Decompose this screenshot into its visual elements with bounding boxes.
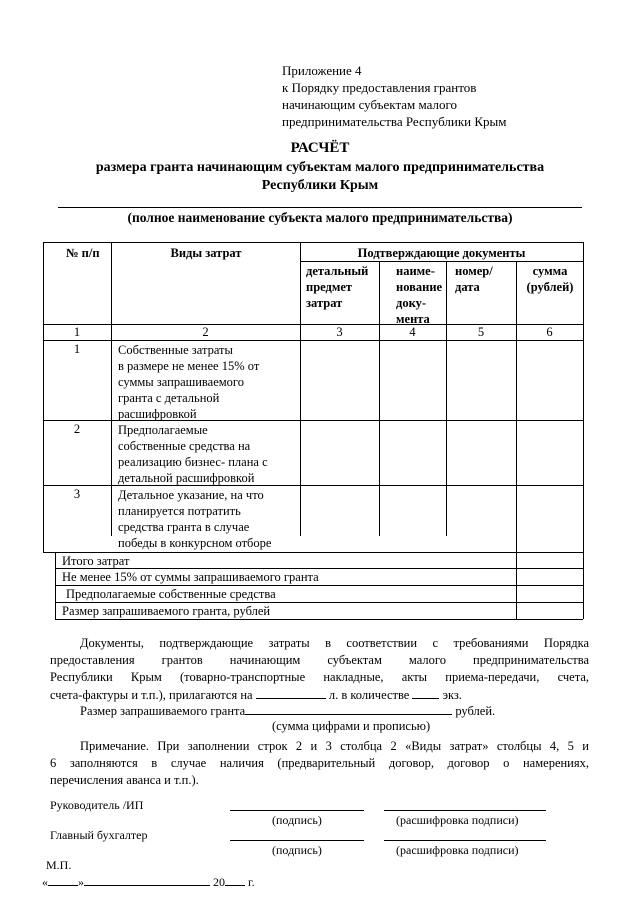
document-subtitle-line2: Республики Крым <box>261 178 379 193</box>
header-doc-name <box>396 263 442 327</box>
appendix-line: предпринимательства Республики Крым <box>282 114 507 129</box>
summary-min-own-share: Не менее 15% от суммы запрашиваемого гранта <box>62 570 319 584</box>
date-year-suffix: г. <box>248 875 255 889</box>
row-text-line: реализацию бизнес- плана с <box>118 455 268 469</box>
header-sum-line: (рублей) <box>526 280 574 294</box>
table-border <box>55 619 583 620</box>
header-sum <box>517 263 583 295</box>
accountant-signature-field[interactable] <box>230 840 364 841</box>
entity-name-line <box>58 207 582 208</box>
header-number-line: дата <box>455 280 480 294</box>
head-decode-field[interactable] <box>384 810 546 811</box>
row-text-line: победы в конкурсном отборе <box>118 536 272 550</box>
row-text-line: расшифровкой <box>118 407 197 421</box>
head-label: Руководитель /ИП <box>50 798 144 812</box>
paragraph-text: Республики Крым (товарно-транспортные накладные, акты приема-передачи, счета, <box>50 670 589 684</box>
row-text-line: гранта с детальной <box>118 391 220 405</box>
decode-caption: (расшифровка подписи) <box>396 843 519 857</box>
paragraph-line <box>50 686 462 704</box>
note-text: Примечание. При заполнении строк 2 и 3 столбца 2 «Виды затрат» столбцы 4, 5 и <box>80 739 589 753</box>
row-cost-type <box>118 422 268 486</box>
table-border <box>446 261 447 536</box>
row-text-line: средства гранта в случае <box>118 520 250 534</box>
column-number: 5 <box>477 325 485 339</box>
decode-caption: (расшифровка подписи) <box>396 813 519 827</box>
stamp-label: М.П. <box>46 858 72 872</box>
paragraph-line <box>50 652 589 669</box>
row-number: 1 <box>73 342 81 356</box>
column-number: 4 <box>409 325 416 339</box>
paragraph-line <box>50 669 589 686</box>
grant-amount-field[interactable] <box>245 702 452 715</box>
appendix-line: к Порядку предоставления грантов <box>282 80 477 95</box>
date-month-field[interactable] <box>84 874 210 886</box>
summary-grant-size: Размер запрашиваемого гранта, рублей <box>62 604 271 618</box>
table-border <box>43 242 583 243</box>
header-doc-name-line: доку- <box>396 296 427 310</box>
head-signature-field[interactable] <box>230 810 364 811</box>
column-number: 2 <box>202 325 209 339</box>
paragraph-text: Документы, подтверждающие затраты в соответствии с требованиями Порядка <box>80 636 589 650</box>
date-quote: « <box>42 875 48 889</box>
table-border <box>583 242 584 619</box>
summary-own-funds: Предполагаемые собственные средства <box>66 587 276 601</box>
row-cost-type <box>118 342 259 422</box>
paragraph-line <box>80 702 495 720</box>
header-docs: Подтверждающие документы <box>357 246 526 260</box>
grant-amount-caption: (сумма цифрами и прописью) <box>272 719 431 733</box>
column-number: 1 <box>73 325 81 339</box>
paragraph-line <box>80 635 589 652</box>
entity-name-caption: (полное наименование субъекта малого предпринимательства) <box>127 210 513 225</box>
date-year-field[interactable] <box>225 874 245 886</box>
row-number: 2 <box>73 422 81 436</box>
paragraph-text: счета-фактуры и т.п.), прилагаются на <box>50 688 253 702</box>
paragraph-text: Размер запрашиваемого гранта <box>80 704 246 718</box>
note-line: перечисления аванса и т.п.). <box>50 773 199 787</box>
header-detail-line: предмет <box>306 280 353 294</box>
appendix-line: Приложение 4 <box>282 63 362 78</box>
signature-caption: (подпись) <box>272 843 322 857</box>
paragraph-text: предоставления грантов начинающим субъектам малого предпринимательства <box>50 653 589 667</box>
accountant-decode-field[interactable] <box>384 840 546 841</box>
row-text-line: Детальное указание, на что <box>118 488 264 502</box>
table-border <box>43 340 583 341</box>
paragraph-text: л. в количестве <box>328 688 410 702</box>
header-sum-line: сумма <box>532 264 568 278</box>
note-line <box>80 738 589 755</box>
accountant-label: Главный бухгалтер <box>50 828 148 842</box>
column-number: 3 <box>336 325 343 339</box>
appendix-header <box>282 62 506 130</box>
note-text: 6 заполняются в случае наличия (предварительный договор, договор о намерениях, <box>50 756 589 770</box>
row-cost-type <box>118 487 271 551</box>
date-quote: » <box>78 875 84 889</box>
summary-total: Итого затрат <box>62 554 130 568</box>
table-border <box>111 242 112 536</box>
paragraph-text: рублей. <box>455 704 496 718</box>
document-subtitle-line1: размера гранта начинающим субъектам малого предпринимательства <box>95 160 545 175</box>
row-text-line: в размере не менее 15% от <box>118 359 260 373</box>
paragraph-text: экз. <box>442 688 462 702</box>
document-title: РАСЧЁТ <box>290 140 350 156</box>
row-number: 3 <box>73 487 81 501</box>
note-line <box>50 755 589 772</box>
table-border <box>379 261 380 536</box>
row-text-line: Собственные затраты <box>118 343 233 357</box>
signature-caption: (подпись) <box>272 813 322 827</box>
date-year-prefix: 20 <box>213 875 225 889</box>
header-doc-name-line: нование <box>396 280 443 294</box>
table-border <box>300 261 583 262</box>
table-border <box>300 242 301 536</box>
date-line <box>42 874 255 890</box>
column-number: 6 <box>546 325 553 339</box>
row-text-line: планируется потратить <box>118 504 241 518</box>
header-number-line: номер/ <box>455 264 493 278</box>
header-num: № п/п <box>66 246 100 260</box>
header-doc-name-line: наиме- <box>396 264 435 278</box>
row-text-line: детальной расшифровкой <box>118 471 255 485</box>
date-day-field[interactable] <box>48 874 78 886</box>
header-detail <box>306 263 368 311</box>
row-text-line: собственные средства на <box>118 439 251 453</box>
appendix-line: начинающим субъектам малого <box>282 97 458 112</box>
header-types: Виды затрат <box>170 246 242 260</box>
row-text-line: суммы запрашиваемого <box>118 375 244 389</box>
header-number-date <box>455 263 493 295</box>
pages-count-field[interactable] <box>256 686 326 699</box>
table-border <box>516 261 517 619</box>
copies-count-field[interactable] <box>412 686 439 699</box>
header-detail-line: детальный <box>306 264 369 278</box>
row-text-line: Предполагаемые <box>118 423 208 437</box>
header-doc-name-line: мента <box>396 312 430 326</box>
header-detail-line: затрат <box>306 296 343 310</box>
table-border <box>43 242 44 552</box>
